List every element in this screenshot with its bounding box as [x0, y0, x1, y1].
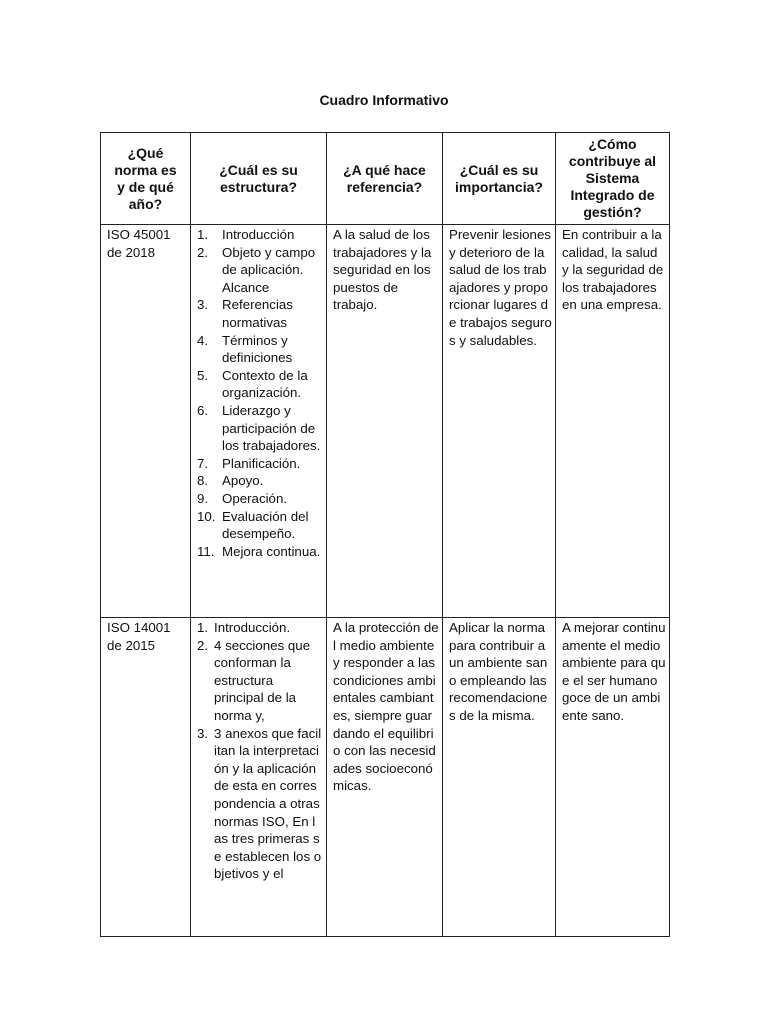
list-item: 3. Referencias normativas: [197, 297, 293, 330]
info-table: [100, 132, 670, 937]
cell-importancia: Prevenir lesiones y deterioro de la salud de los trabajadores y proporcionar lugares de trabajos seguros y saludables.: [443, 225, 556, 618]
list-item: 8. Apoyo.: [197, 473, 264, 489]
list-item: 11. Mejora continua.: [197, 543, 321, 559]
list-item: 9. Operación.: [197, 490, 288, 506]
cell-referencia: A la salud de los trabajadores y la seguridad en los puestos de trabajo.: [327, 225, 443, 618]
list-item: 1. Introducción: [197, 227, 295, 242]
estructura-list: [197, 226, 322, 560]
header-contribucion: ¿Cómo contribuye al Sistema Integrado de gestión?: [556, 133, 670, 225]
list-item: 4. Términos y definiciones: [197, 332, 293, 366]
cell-norma: ISO 14001 de 2015: [101, 618, 191, 937]
cell-importancia: Aplicar la norma para contribuir a un ambiente sano empleando las recomendaciones de la misma.: [443, 618, 556, 937]
list-item: 5. Contexto de la organización.: [197, 367, 308, 401]
list-item: 6. Liderazgo y participación de los trabajadores.: [197, 402, 321, 454]
header-importancia: ¿Cuál es su importancia?: [443, 133, 556, 225]
list-item: 3. 3 anexos que facilitan la interpretación y la aplicación de esta en correspondencia a otras normas ISO, En las tres primeras se establecen los objetivos y el: [197, 725, 322, 882]
cell-norma: ISO 45001 de 2018: [101, 225, 191, 618]
page-title: Cuadro Informativo: [319, 92, 449, 108]
header-referencia: ¿A qué hace referencia?: [327, 133, 443, 225]
table-row: [101, 225, 670, 618]
header-norma: ¿Qué norma es y de qué año?: [101, 133, 191, 225]
table-row: [101, 618, 670, 937]
cell-contribucion: A mejorar continuamente el medio ambiente para que el ser humano goce de un ambiente sano.: [556, 618, 670, 937]
cell-estructura: [191, 618, 327, 937]
cell-referencia: A la protección del medio ambiente y responder a las condiciones ambientales cambiantes, siempre guardando el equilibrio con las necesidades socioeconómicas.: [327, 618, 443, 937]
cell-estructura: [191, 225, 327, 618]
header-row: [101, 133, 670, 225]
header-estructura: ¿Cuál es su estructura?: [191, 133, 327, 225]
list-item: 1. Introducción.: [197, 620, 291, 635]
list-item: 10. Evaluación del desempeño.: [197, 508, 309, 542]
cell-contribucion: En contribuir a la calidad, la salud y la seguridad de los trabajadores en una empresa.: [556, 225, 670, 618]
list-item: 2. 4 secciones que conforman la estructura principal de la norma y,: [197, 637, 311, 723]
list-item: 2. Objeto y campo de aplicación. Alcance: [197, 244, 316, 295]
list-item: 7. Planificación.: [197, 455, 301, 471]
estructura-list: [197, 619, 322, 883]
